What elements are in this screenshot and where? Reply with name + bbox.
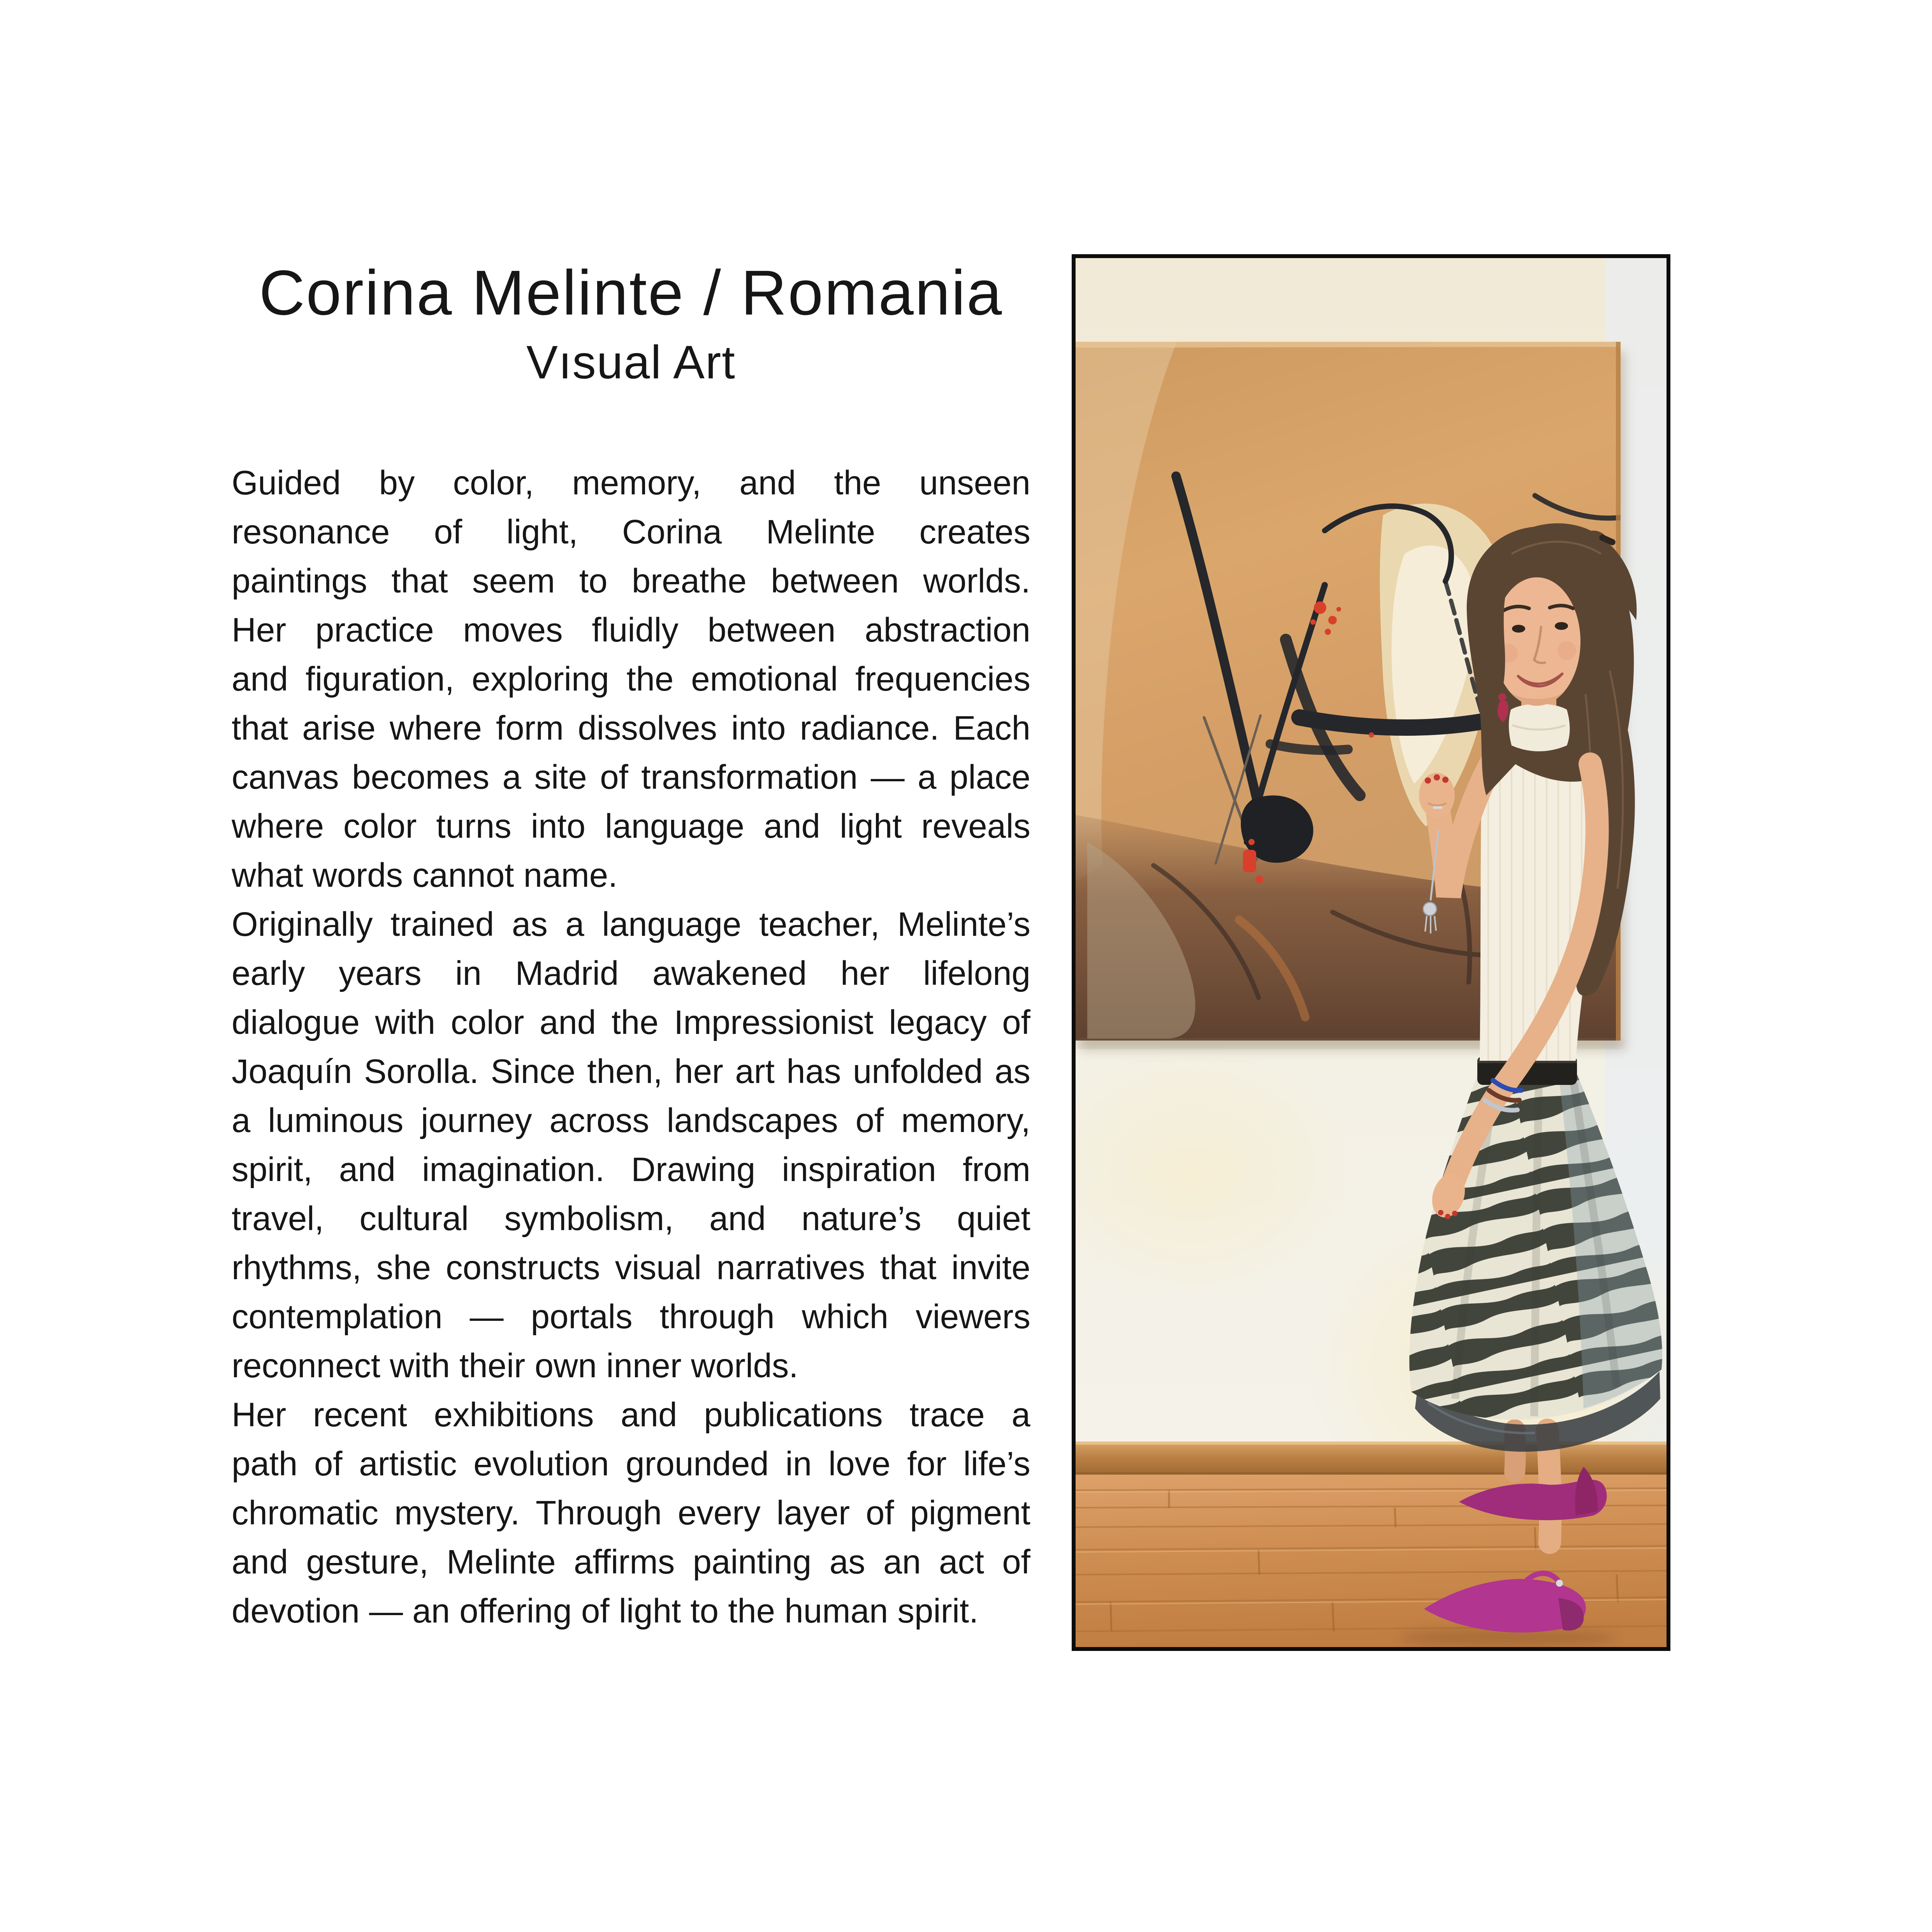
- bio-line: devotion — an offering of light to the human spirit.: [232, 1592, 979, 1630]
- bio-line: and gesture, Melinte affirms painting as an act of: [232, 1543, 1030, 1581]
- bio-line: spirit, and imagination. Drawing inspiration from: [232, 1151, 1030, 1188]
- bio-line: Her practice moves fluidly between abstraction: [232, 611, 1030, 649]
- bio-line: early years in Madrid awakened her lifelong: [232, 955, 1030, 992]
- bio-line: chromatic mystery. Through every layer of pigment: [232, 1494, 1030, 1532]
- bio-line: resonance of light, Corina Melinte creates: [232, 513, 1030, 551]
- bio-line: and figuration, exploring the emotional frequencies: [232, 660, 1030, 698]
- bio-line: what words cannot name.: [232, 856, 618, 894]
- bio-line: Her recent exhibitions and publications trace a: [232, 1396, 1030, 1434]
- page-title: Corina Melinte / Romania: [259, 257, 1003, 328]
- bio-line: travel, cultural symbolism, and nature’s quiet: [232, 1200, 1030, 1238]
- page-subtitle: Vısual Art: [526, 336, 736, 389]
- bio-line: Originally trained as a language teacher, Melinte’s: [232, 905, 1030, 943]
- bio-line: that arise where form dissolves into radiance. Each: [232, 709, 1030, 747]
- bio-text: [232, 459, 1030, 1636]
- bio-line: a luminous journey across landscapes of memory,: [232, 1102, 1030, 1139]
- bio-line: canvas becomes a site of transformation — a place: [232, 758, 1030, 796]
- bio-line: Joaquín Sorolla. Since then, her art has unfolded as: [232, 1053, 1030, 1090]
- bio-line: path of artistic evolution grounded in love for life’s: [232, 1445, 1030, 1483]
- face: [1493, 577, 1580, 706]
- bio-line: where color turns into language and light reveals: [232, 807, 1030, 845]
- artist-photo: [1072, 254, 1670, 1651]
- bio-line: paintings that seem to breathe between worlds.: [232, 562, 1030, 600]
- bio-line: dialogue with color and the Impressionist legacy of: [232, 1004, 1030, 1041]
- artist-photo-illustration: [1076, 258, 1667, 1647]
- bio-line: contemplation — portals through which viewers: [232, 1298, 1030, 1336]
- bio-line: rhythms, she constructs visual narratives that invite: [232, 1249, 1030, 1287]
- bio-line: Guided by color, memory, and the unseen: [232, 464, 1030, 502]
- bio-line: reconnect with their own inner worlds.: [232, 1347, 798, 1385]
